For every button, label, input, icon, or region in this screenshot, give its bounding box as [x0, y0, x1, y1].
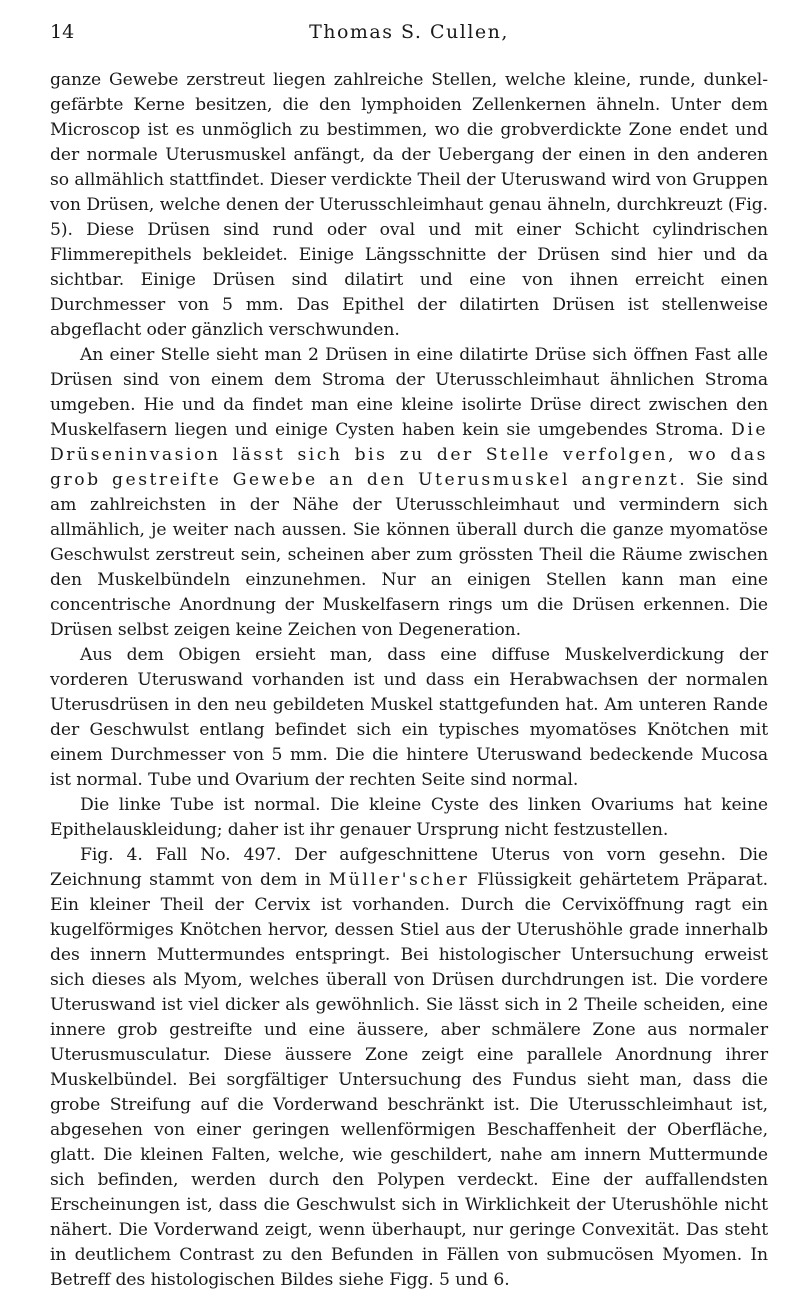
paragraph: [50, 343, 768, 643]
paragraph: [50, 793, 768, 843]
body-text: [50, 68, 768, 1293]
text-segment: An einer Stelle sieht man 2 Drüsen in eine dilatirte Drüse sich öffnen Fast alle Drüsen sind von einem dem Stroma der Uterusschleimhaut ähnlichen Stroma umgeben. Hie und da findet man eine kleine isolirte Drüse direct zwischen den Muskelfasern liegen und einige Cysten haben kein sie umgebendes Stroma.: [50, 345, 768, 440]
text-segment: Aus dem Obigen ersieht man, dass eine diffuse Muskelverdickung der vorderen Uteruswand vorhanden ist und dass ein Herabwachsen der normalen Uterusdrüsen in den neu gebildeten Muskel stattgefunden hat. Am unteren Rande der Geschwulst entlang befindet sich ein typisches myomatöses Knötchen mit einem Durchmesser von 5 mm. Die die hintere Uteruswand bedeckende Mucosa ist normal. Tube und Ovarium der rechten Seite sind normal.: [50, 645, 768, 790]
running-head: Thomas S. Cullen,: [309, 21, 509, 43]
spaced-emphasis: Die Drüseninvasion lässt sich bis zu der Stelle verfolgen, wo das grob gestreifte Gewebe an den Uterusmuskel angrenzt.: [50, 420, 768, 490]
paragraph: [50, 68, 768, 343]
paragraph: [50, 843, 768, 1293]
text-segment: Sie sind am zahlreichsten in der Nähe der Uterusschleimhaut und vermindern sich allmählich, je weiter nach aussen. Sie können überall durch die ganze myomatöse Geschwulst zerstreut sein, scheinen aber zum grössten Theil die Räume zwischen den Muskelbündeln einzunehmen. Nur an einigen Stellen kann man eine concentrische Anordnung der Muskelfasern rings um die Drüsen erkennen. Die Drüsen selbst zeigen keine Zeichen von Degeneration.: [50, 470, 768, 640]
spaced-emphasis: Müller'scher: [328, 870, 470, 890]
text-segment: Die linke Tube ist normal. Die kleine Cyste des linken Ovariums hat keine Epithelauskleidung; daher ist ihr genauer Ursprung nicht festzustellen.: [50, 795, 768, 840]
text-segment: ganze Gewebe zerstreut liegen zahlreiche Stellen, welche kleine, runde, dunkelgefärbte Kerne besitzen, die den lymphoiden Zellenkernen ähneln. Unter dem Microscop ist es unmöglich zu bestimmen, wo die grobverdickte Zone endet und der normale Uterusmuskel anfängt, da der Uebergang der einen in den anderen so allmählich stattfindet. Dieser verdickte Theil der Uteruswand wird von Gruppen von Drüsen, welche denen der Uterusschleimhaut genau ähneln, durchkreuzt (Fig. 5). Diese Drüsen sind rund oder oval und mit einer Schicht cylindrischen Flimmerepithels bekleidet. Einige Längsschnitte der Drüsen sind hier und da sichtbar. Einige Drüsen sind dilatirt und eine von ihnen erreicht einen Durchmesser von 5 mm. Das Epithel der dilatirten Drüsen ist stellenweise abgeflacht oder gänzlich verschwunden.: [50, 70, 768, 340]
page-number: 14: [50, 21, 75, 43]
document-page: [50, 20, 768, 1293]
page-header: [50, 20, 768, 54]
paragraph: [50, 643, 768, 793]
text-segment: Fig. 4. Fall No. 497. Der aufgeschnittene Uterus von vorn gesehn. Die Zeichnung stammt von dem in: [50, 845, 768, 890]
text-segment: Flüssigkeit gehärtetem Präparat. Ein kleiner Theil der Cervix ist vorhanden. Durch die Cervixöffnung ragt ein kugelförmiges Knötchen hervor, dessen Stiel aus der Uterushöhle grade innerhalb des innern Muttermundes entspringt. Bei histologischer Untersuchung erweist sich dieses als Myom, welches überall von Drüsen durchdrungen ist. Die vordere Uteruswand ist viel dicker als gewöhnlich. Sie lässt sich in 2 Theile scheiden, eine innere grob gestreifte und eine äussere, aber schmälere Zone aus normaler Uterusmusculatur. Diese äussere Zone zeigt eine parallele Anordnung ihrer Muskelbündel. Bei sorgfältiger Untersuchung des Fundus sieht man, dass die grobe Streifung auf die Vorderwand beschränkt ist. Die Uterusschleimhaut ist, abgesehen von einer geringen wellenförmigen Beschaffenheit der Oberfläche, glatt. Die kleinen Falten, welche, wie geschildert, nahe am innern Muttermunde sich befinden, werden durch den Polypen verdeckt. Eine der auffallendsten Erscheinungen ist, dass die Geschwulst sich in Wirklichkeit der Uterushöhle nicht nähert. Die Vorderwand zeigt, wenn überhaupt, nur geringe Convexität. Das steht in deutlichem Contrast zu den Befunden in Fällen von submucösen Myomen. In Betreff des histologischen Bildes siehe Figg. 5 und 6.: [50, 870, 768, 1290]
